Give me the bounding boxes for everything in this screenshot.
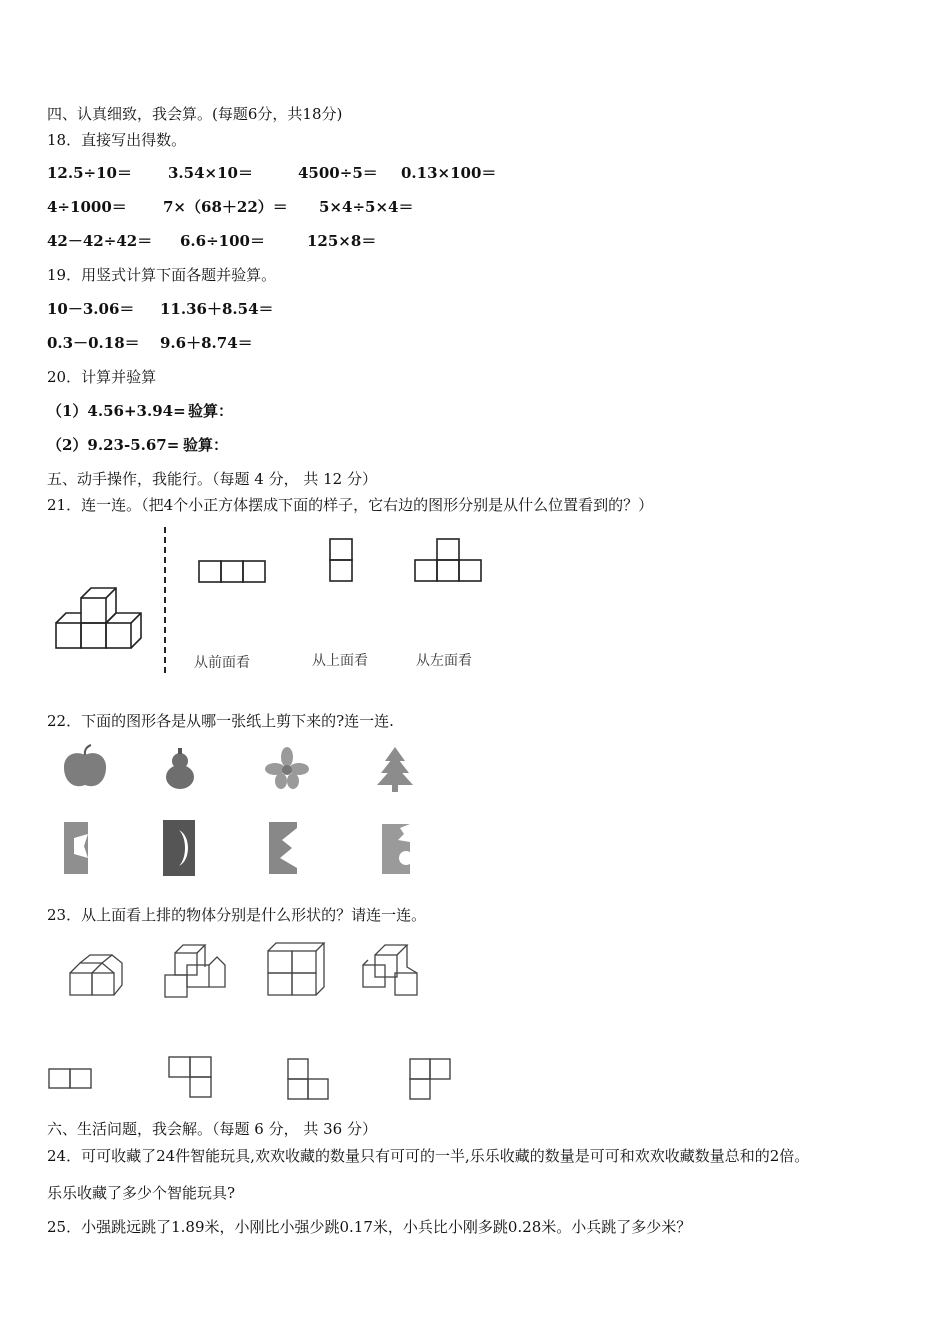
- q19-item: 11.36＋8.54＝: [160, 300, 274, 318]
- object-2-cubes: [165, 945, 225, 997]
- cube-stack-drawing: [56, 588, 141, 648]
- q23-top-views[interactable]: [45, 1055, 455, 1105]
- top-view-option-1: [49, 1069, 91, 1088]
- q21-title: 21．连一连。（把4个小正方体摆成下面的样子，它右边的图形分别是从什么位置看到的？）: [47, 496, 654, 514]
- paper-sheet-4: [382, 824, 413, 874]
- top-view-option-4: [410, 1059, 450, 1099]
- section5-heading: 五、动手操作，我能行。（每题 4 分， 共 12 分）: [47, 470, 377, 488]
- section6-heading: 六、生活问题，我会解。（每题 6 分， 共 36 分）: [47, 1120, 377, 1138]
- q20-check-label: 验算：: [188, 402, 234, 420]
- q18-item: 3.54×10＝: [168, 164, 253, 182]
- q24-text: 24．可可收藏了24件智能玩具,欢欢收藏的数量只有可可的一半,乐乐收藏的数量是可可和欢欢收藏数量总和的2倍。: [47, 1147, 810, 1165]
- q22-paper-sheets[interactable]: [60, 818, 420, 878]
- q19-item: 9.6＋8.74＝: [160, 334, 253, 352]
- top-view-option-2: [169, 1057, 211, 1097]
- section4-heading: 四、认真细致，我会算。(每题6分，共18分): [47, 105, 343, 123]
- q18-item: 4500÷5＝: [298, 164, 378, 182]
- top-view-option-3: [288, 1059, 328, 1099]
- q18-item: 125×8＝: [307, 232, 377, 250]
- q18-item: 12.5÷10＝: [47, 164, 132, 182]
- paper-sheet-1: [64, 822, 88, 874]
- left-view-shape: [415, 539, 481, 581]
- q23-objects[interactable]: [60, 935, 440, 1005]
- paper-sheet-2: [163, 820, 195, 876]
- q25-text: 25．小强跳远跳了1.89米，小刚比小强少跳0.17米，小兵比小刚多跳0.28米。小兵跳了多少米？: [47, 1218, 692, 1236]
- q22-cutout-shapes[interactable]: [55, 745, 435, 795]
- object-3-cubes: [268, 943, 324, 995]
- q21-figure: [50, 525, 500, 675]
- caption-left: 从左面看: [416, 653, 472, 669]
- q18-item: 5×4÷5×4＝: [319, 198, 414, 216]
- q19-item: 0.3－0.18＝: [47, 334, 140, 352]
- q18-item: 7×（68＋22）＝: [163, 198, 288, 216]
- q20-title: 20．计算并验算: [47, 368, 157, 386]
- q19-title: 19．用竖式计算下面各题并验算。: [47, 266, 277, 284]
- q22-title: 22．下面的图形各是从哪一张纸上剪下来的?连一连.: [47, 712, 394, 730]
- paper-sheet-3: [269, 822, 297, 874]
- front-view-shape: [199, 561, 265, 582]
- object-4-cubes: [363, 945, 417, 995]
- caption-top: 从上面看: [312, 653, 368, 669]
- caption-front: 从前面看: [194, 655, 250, 671]
- object-1-cubes: [70, 955, 122, 995]
- q20-item-1: （1）4.56+3.94=: [47, 402, 186, 420]
- q18-item: 0.13×100＝: [401, 164, 497, 182]
- q18-title: 18．直接写出得数。: [47, 131, 187, 149]
- q20-item-2: （2）9.23-5.67=: [47, 436, 180, 454]
- q18-item: 42－42÷42＝: [47, 232, 153, 250]
- q18-item: 4÷1000＝: [47, 198, 127, 216]
- flower-shape-icon: [265, 747, 309, 789]
- apple-shape-icon: [64, 745, 106, 786]
- top-view-shape: [330, 539, 352, 581]
- q18-item: 6.6÷100＝: [180, 232, 265, 250]
- tree-shape-icon: [377, 747, 413, 792]
- q23-title: 23．从上面看上排的物体分别是什么形状的？请连一连。: [47, 906, 427, 924]
- q20-check-label: 验算：: [183, 436, 229, 454]
- gourd-shape-icon: [166, 748, 194, 789]
- q24-question: 乐乐收藏了多少个智能玩具?: [47, 1184, 236, 1202]
- q19-item: 10－3.06＝: [47, 300, 135, 318]
